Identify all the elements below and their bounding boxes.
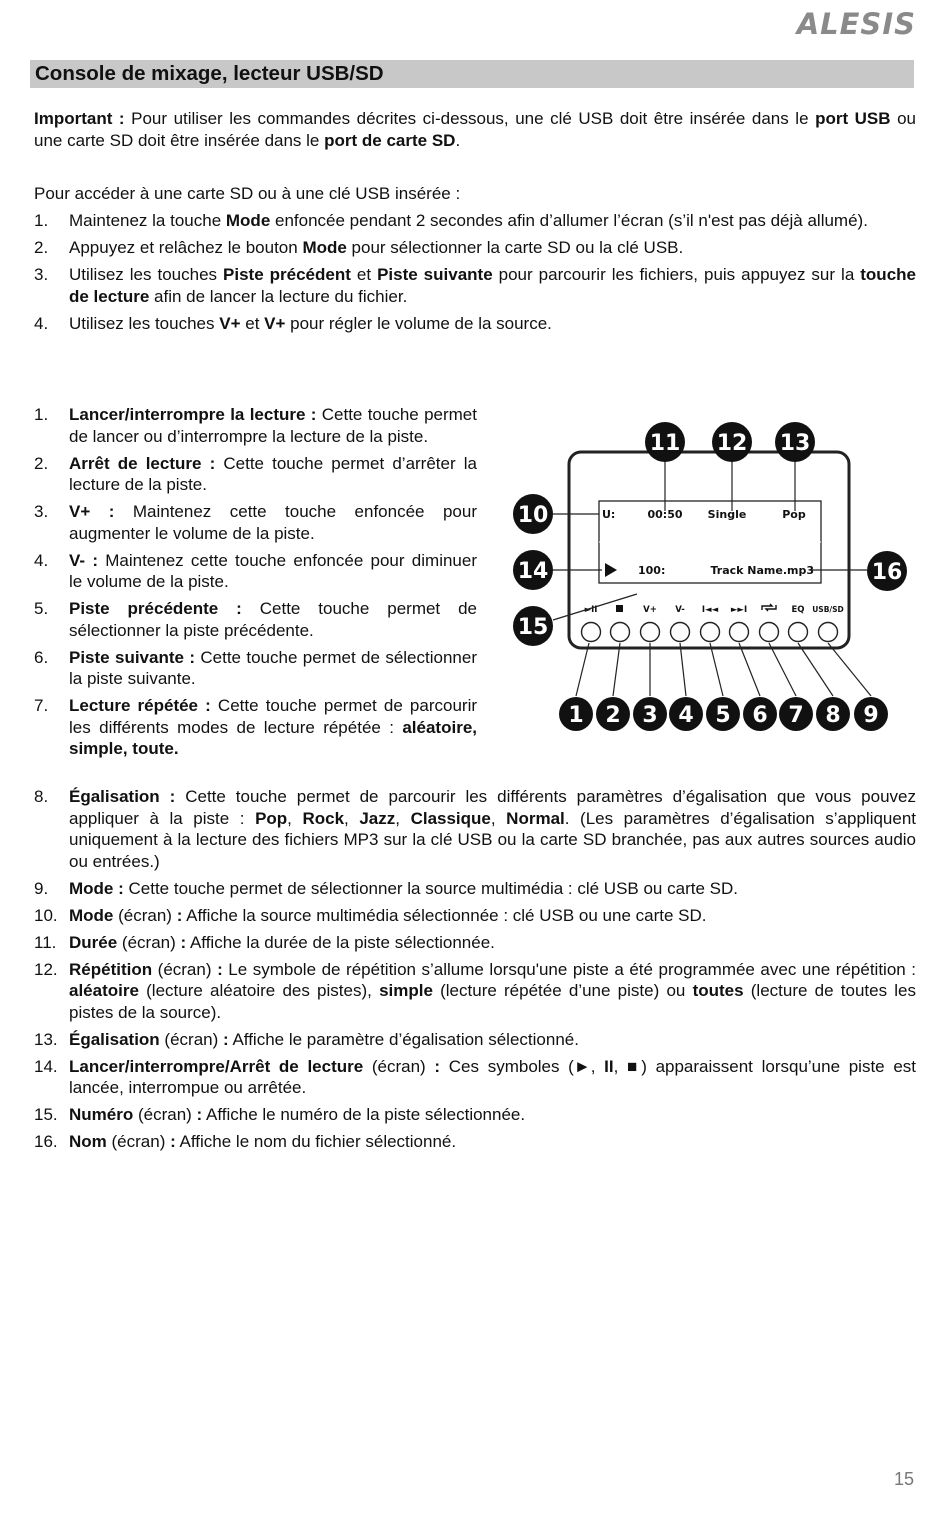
important-usb-port: port USB: [815, 109, 891, 128]
callout-8: 8: [825, 703, 841, 728]
feature-item: 5. Piste précédente : Cette touche permet de sélectionner la piste précédente.: [34, 599, 477, 640]
feature-number: 8.: [34, 787, 49, 806]
panel-buttons: [582, 623, 838, 642]
screen-track-number: 100:: [638, 564, 666, 577]
callout-3: 3: [642, 703, 658, 728]
feature-number: 16.: [34, 1132, 58, 1151]
feature-number: 9.: [34, 878, 49, 898]
panel-button: [760, 623, 779, 642]
screen-repeat: Single: [707, 508, 747, 521]
callout-14: 14: [517, 559, 549, 584]
feature-item: 13. Égalisation (écran) : Affiche le paramètre d’égalisation sélectionné.: [34, 1029, 579, 1049]
intro-text: Pour accéder à une carte SD ou à une clé USB insérée :: [34, 184, 461, 203]
features-list-top: [34, 404, 477, 765]
panel-button: [730, 623, 749, 642]
feature-number: 1.: [34, 405, 49, 424]
feature-number: 14.: [34, 1056, 58, 1076]
important-sd-port: port de carte SD: [324, 130, 456, 150]
panel-button: [701, 623, 720, 642]
callout-10: 10: [517, 503, 549, 528]
important-label: Important :: [34, 109, 125, 128]
feature-item: 10. Mode (écran) : Affiche la source multimédia sélectionnée : clé USB ou une carte SD.: [34, 905, 707, 925]
feature-number: 4.: [34, 550, 49, 570]
feature-item: 8. Égalisation : Cette touche permet de parcourir les différents paramètres d’égalisation que vous pouvez appliquer à la piste : Pop, Rock, Jazz, Classique, Normal. (Les paramètres d’égalisation s’appliquent uniquement à la lecture des fichiers MP3 sur la clé USB ou la carte SD branchée, pas aux autres sources audio ou entrées.): [34, 787, 917, 871]
panel-button: [819, 623, 838, 642]
section-title: Console de mixage, lecteur USB/SD: [30, 60, 914, 88]
feature-item: 3. V+ : Maintenez cette touche enfoncée pour augmenter le volume de la piste.: [34, 502, 477, 543]
vol-down-label: V-: [675, 605, 685, 615]
callout-15: 15: [517, 615, 549, 640]
play-pause-label: ►II: [584, 605, 598, 615]
panel-button: [671, 623, 690, 642]
stop-icon: [616, 605, 623, 612]
step-number: 3.: [34, 265, 49, 284]
feature-number: 12.: [34, 959, 58, 979]
screen-eq: Pop: [782, 508, 806, 521]
feature-number: 5.: [34, 599, 49, 618]
feature-item: 7. Lecture répétée : Cette touche permet de parcourir les différents modes de lecture répétée : aléatoire, simple, toute.: [34, 696, 478, 758]
feature-item: 9. Mode : Cette touche permet de sélectionner la source multimédia : clé USB ou carte SD.: [34, 878, 738, 898]
feature-item: 1. Lancer/interrompre la lecture : Cette touche permet de lancer ou d’interrompre la lecture de la piste.: [34, 405, 477, 446]
step-item: 3. Utilisez les touches Piste précédent et Piste suivante pour parcourir les fichiers, puis appuyez sur la touche de lecture afin de lancer la lecture du fichier.: [34, 265, 916, 306]
step-number: 4.: [34, 313, 49, 333]
important-text: Pour utiliser les commandes décrites ci-dessous, une clé USB doit être insérée dans le: [124, 109, 816, 128]
screen-mode: U:: [602, 508, 616, 521]
step-number: 2.: [34, 238, 49, 257]
important-text: ou une carte SD doit être insérée dans le: [34, 109, 916, 150]
screen-time: 00:50: [647, 508, 683, 521]
callout-7: 7: [788, 703, 804, 728]
prev-track-label: I◄◄: [701, 605, 719, 615]
step-number: 1.: [34, 211, 49, 230]
feature-number: 11.: [34, 932, 57, 952]
callout-13: 13: [779, 431, 811, 456]
feature-number: 7.: [34, 696, 49, 715]
feature-number: 10.: [34, 905, 58, 925]
callout-4: 4: [678, 703, 694, 728]
feature-item: 4. V- : Maintenez cette touche enfoncée pour diminuer le volume de la piste.: [34, 550, 477, 591]
step-item: 2. Appuyez et relâchez le bouton Mode pour sélectionner la carte SD ou la clé USB.: [34, 238, 684, 257]
step-item: 1. Maintenez la touche Mode enfoncée pendant 2 secondes afin d’allumer l’écran (s’il n'est pas déjà allumé).: [34, 211, 868, 230]
feature-item: 6. Piste suivante : Cette touche permet de sélectionner la piste suivante.: [34, 647, 477, 688]
important-text: .: [455, 130, 461, 150]
player-panel-diagram: [505, 415, 917, 745]
feature-item: 12. Répétition (écran) : Le symbole de répétition s’allume lorsqu'une piste a été programmée avec une répétition : aléatoire (lecture aléatoire des pistes), simple (lecture répétée d’une piste) ou toutes (lecture de toutes les pistes de la source).: [34, 959, 917, 1022]
callout-1: 1: [568, 703, 584, 728]
feature-number: 15.: [34, 1105, 58, 1124]
callout-6: 6: [752, 703, 768, 728]
brand-logo: ALESIS: [796, 7, 916, 41]
step-item: 4. Utilisez les touches V+ et V+ pour régler le volume de la source.: [34, 313, 552, 333]
feature-item: 2. Arrêt de lecture : Cette touche permet d’arrêter la lecture de la piste.: [34, 453, 477, 494]
callout-2: 2: [605, 703, 621, 728]
panel-button: [789, 623, 808, 642]
important-note: [34, 108, 916, 151]
page-number: 15: [893, 1468, 914, 1489]
panel-button: [611, 623, 630, 642]
usb-sd-label: USB/SD: [812, 605, 844, 614]
callout-12: 12: [716, 431, 748, 456]
features-list-bottom: [34, 786, 916, 1158]
eq-label: EQ: [791, 605, 805, 615]
callout-16: 16: [871, 560, 903, 585]
feature-number: 13.: [34, 1029, 58, 1049]
callout-5: 5: [715, 703, 731, 728]
feature-item: 14. Lancer/interrompre/Arrêt de lecture (écran) : Ces symboles (►, II, ■) apparaissent lorsqu’une piste est lancée, interrompue ou arrêtée.: [34, 1056, 916, 1097]
feature-item: 16. Nom (écran) : Affiche le nom du fichier sélectionné.: [34, 1132, 457, 1151]
callout-9: 9: [863, 703, 879, 728]
steps-list: [34, 210, 916, 340]
feature-item: 15. Numéro (écran) : Affiche le numéro de la piste sélectionnée.: [34, 1105, 526, 1124]
panel-button: [641, 623, 660, 642]
vol-up-label: V+: [643, 605, 657, 615]
feature-number: 6.: [34, 647, 49, 667]
next-track-label: ►►I: [730, 605, 748, 615]
feature-item: 11. Durée (écran) : Affiche la durée de la piste sélectionnée.: [34, 932, 495, 952]
panel-button: [582, 623, 601, 642]
screen-track-name: Track Name.mp3: [710, 564, 814, 577]
callout-11: 11: [649, 431, 681, 456]
feature-number: 2.: [34, 453, 49, 473]
feature-number: 3.: [34, 502, 49, 521]
